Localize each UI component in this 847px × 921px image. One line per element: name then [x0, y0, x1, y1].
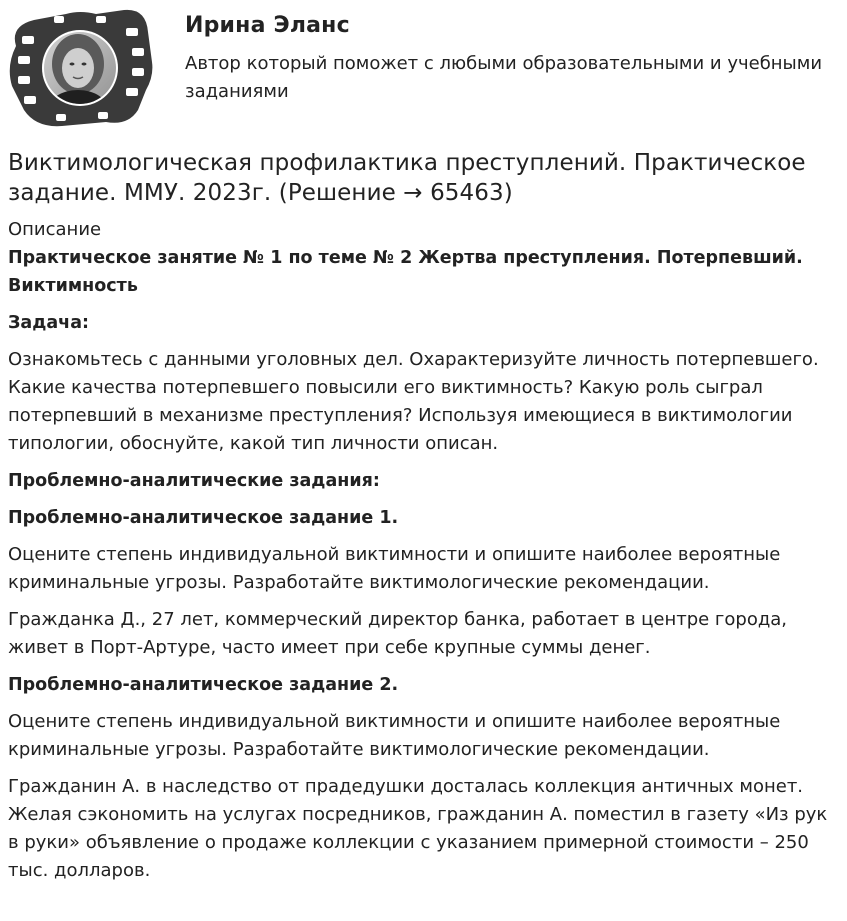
description-label: Описание: [8, 219, 102, 240]
problems-heading: Проблемно-аналитические задания:: [8, 471, 380, 491]
lesson-heading: Практическое занятие № 1 по теме № 2 Жертва преступления. Потерпевший. Виктимность: [8, 248, 803, 296]
author-block: [0, 0, 847, 140]
author-avatar-icon[interactable]: [6, 6, 154, 128]
author-bio: Автор который поможет с любыми образовательными и учебными заданиями: [185, 53, 823, 102]
task-heading: Задача:: [8, 313, 90, 333]
article-content: [8, 148, 840, 894]
author-name[interactable]: Ирина Эланс: [185, 13, 350, 38]
problem2-instruction: Оцените степень индивидуальной виктимности и опишите наиболее вероятные криминальные угрозы. Разработайте виктимологические рекомендации.: [8, 711, 781, 760]
problem1-heading: Проблемно-аналитическое задание 1.: [8, 508, 399, 528]
article-title: Виктимологическая профилактика преступлений. Практическое задание. ММУ. 2023г. (Решение → 65463): [8, 150, 806, 206]
problem2-heading: Проблемно-аналитическое задание 2.: [8, 675, 399, 695]
problem2-case: Гражданин А. в наследство от прадедушки досталась коллекция античных монет. Желая сэкономить на услугах посредников, гражданин А. поместил в газету «Из рук в руки» объявление о продаже коллекции с указанием примерной стоимости – 250 тыс. долларов.: [8, 776, 828, 881]
problem1-instruction: Оцените степень индивидуальной виктимности и опишите наиболее вероятные криминальные угрозы. Разработайте виктимологические рекомендации.: [8, 544, 781, 593]
problem1-case: Гражданка Д., 27 лет, коммерческий директор банка, работает в центре города, живет в Порт-Артуре, часто имеет при себе крупные суммы денег.: [8, 609, 788, 658]
task-text: Ознакомьтесь с данными уголовных дел. Охарактеризуйте личность потерпевшего. Какие качества потерпевшего повысили его виктимность? Какую роль сыграл потерпевший в механизме преступления? Используя имеющиеся в виктимологии типологии, обоснуйте, какой тип личности описан.: [8, 349, 819, 454]
